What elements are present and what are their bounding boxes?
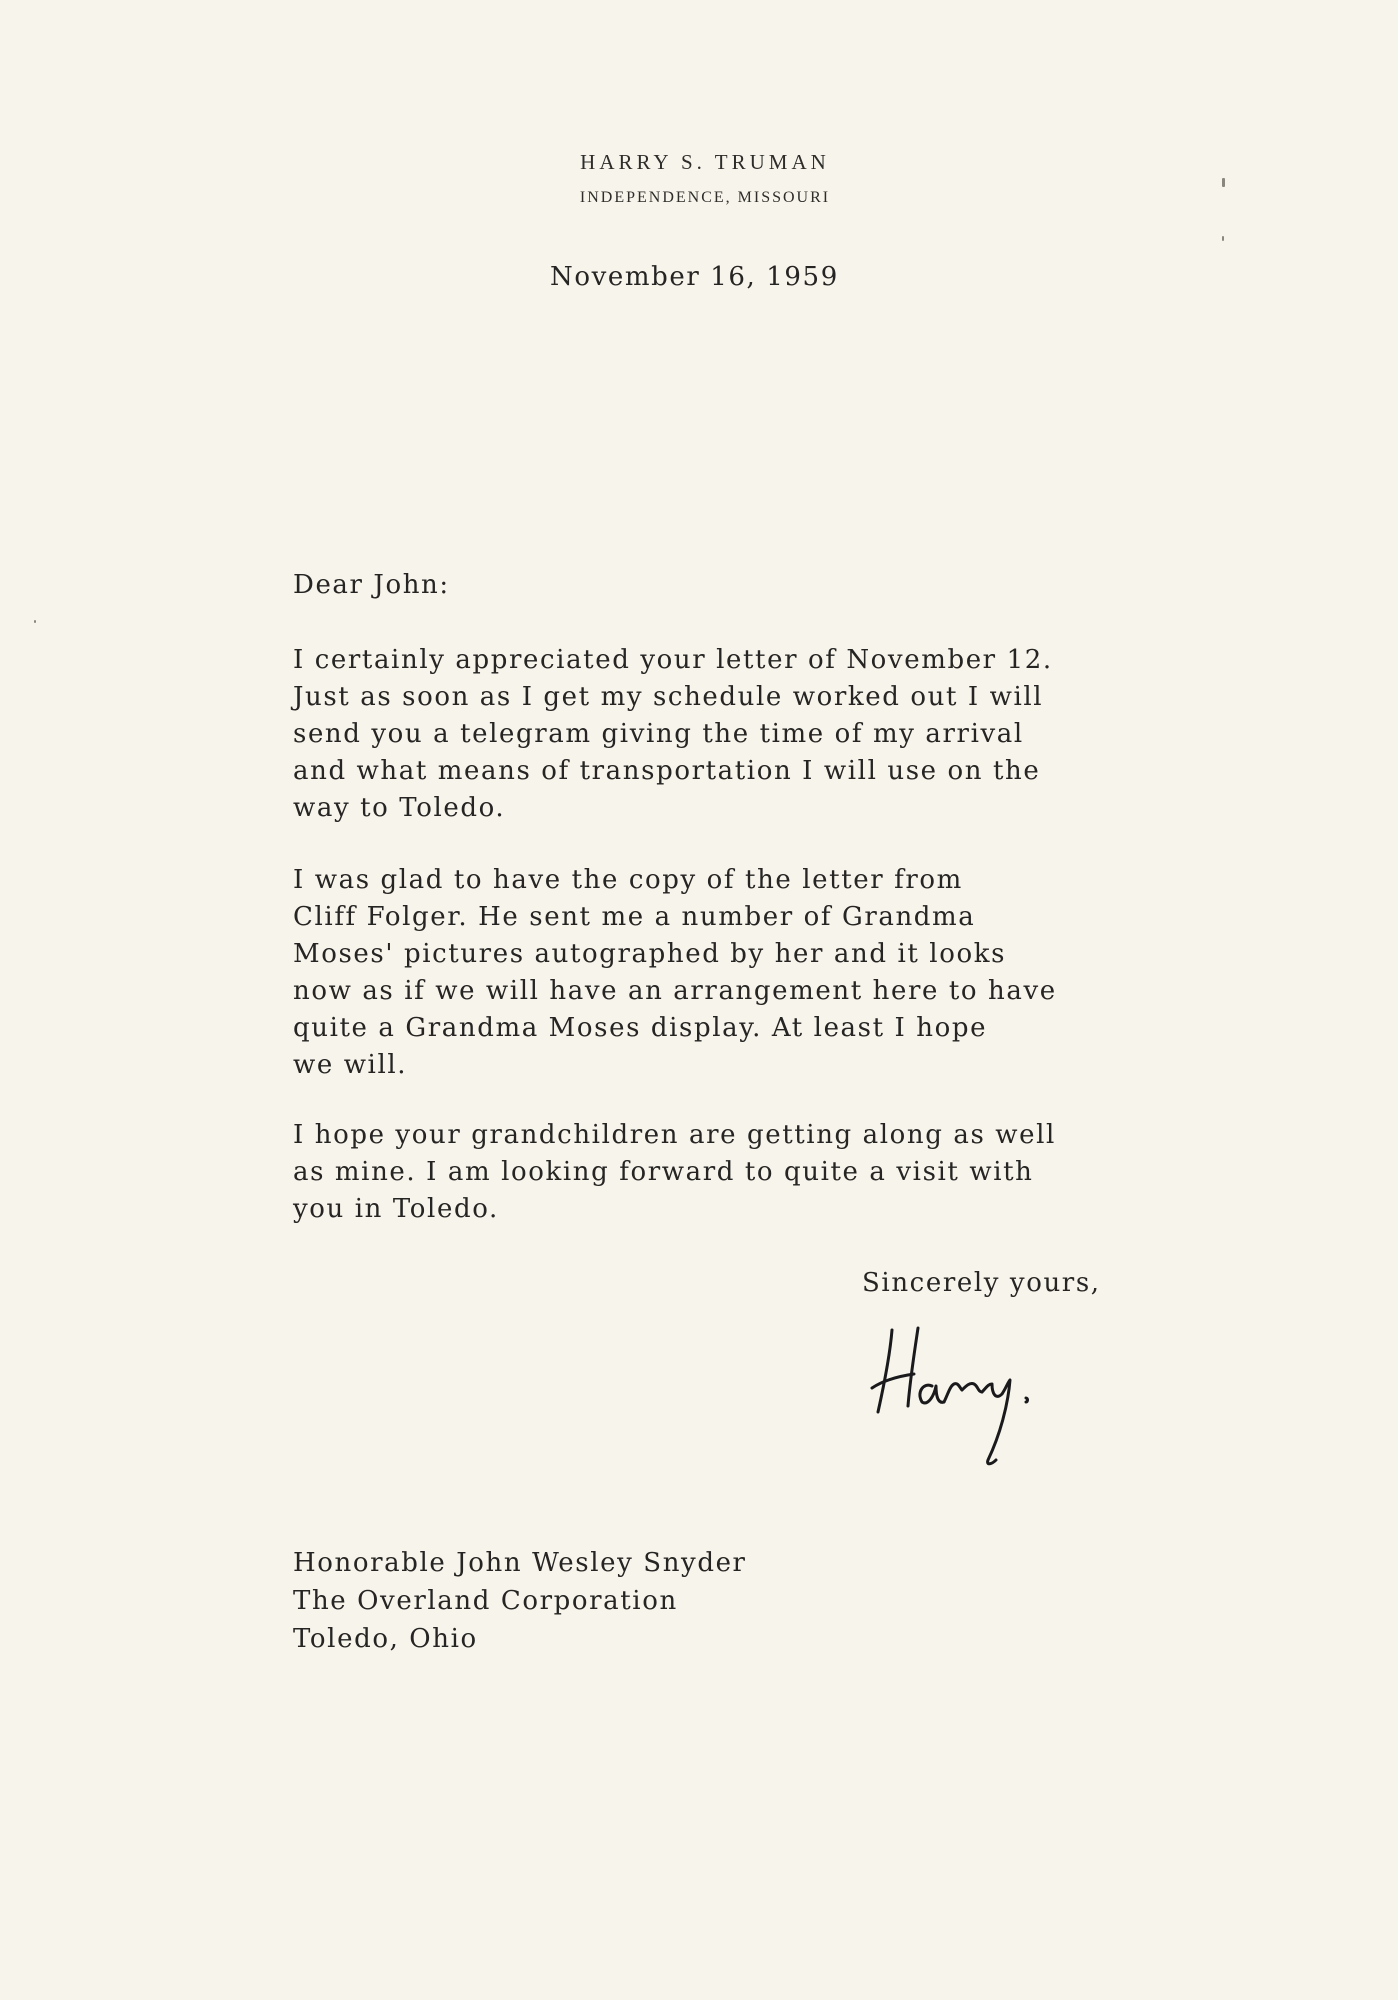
letterhead xyxy=(0,150,1398,207)
recipient-address xyxy=(293,1544,747,1658)
body-paragraph-1 xyxy=(293,642,1143,827)
paragraph-line: you in Toledo. xyxy=(293,1194,499,1224)
letter-date: November 16, 1959 xyxy=(550,262,839,292)
paragraph-line: Cliff Folger. He sent me a number of Grandma xyxy=(293,902,976,932)
paragraph-line: Moses' pictures autographed by her and it looks xyxy=(293,939,1007,969)
paragraph-line: way to Toledo. xyxy=(293,793,506,823)
complimentary-close: Sincerely yours, xyxy=(862,1268,1101,1298)
recipient-organization: The Overland Corporation xyxy=(293,1586,678,1616)
paragraph-line: quite a Grandma Moses display. At least I hope xyxy=(293,1013,988,1043)
recipient-name: Honorable John Wesley Snyder xyxy=(293,1548,747,1578)
paper-speck xyxy=(1222,236,1224,241)
paragraph-line: now as if we will have an arrangement here to have xyxy=(293,976,1057,1006)
paragraph-line: and what means of transportation I will use on the xyxy=(293,756,1041,786)
body-paragraph-3 xyxy=(293,1117,1143,1228)
paragraph-line: I hope your grandchildren are getting along as well xyxy=(293,1120,1056,1150)
paper-speck xyxy=(34,620,36,623)
paragraph-line: I certainly appreciated your letter of November 12. xyxy=(293,645,1053,675)
body-paragraph-2 xyxy=(293,862,1143,1084)
handwritten-signature xyxy=(870,1310,1070,1480)
paragraph-line: Just as soon as I get my schedule worked out I will xyxy=(293,682,1044,712)
letterhead-name: HARRY S. TRUMAN xyxy=(580,150,830,174)
paragraph-line: send you a telegram giving the time of my arrival xyxy=(293,719,1024,749)
paragraph-line: as mine. I am looking forward to quite a visit with xyxy=(293,1157,1034,1187)
salutation: Dear John: xyxy=(293,570,450,600)
letterhead-place: INDEPENDENCE, MISSOURI xyxy=(579,189,831,206)
recipient-location: Toledo, Ohio xyxy=(293,1624,478,1654)
paragraph-line: I was glad to have the copy of the letter from xyxy=(293,865,963,895)
paragraph-line: we will. xyxy=(293,1050,408,1080)
